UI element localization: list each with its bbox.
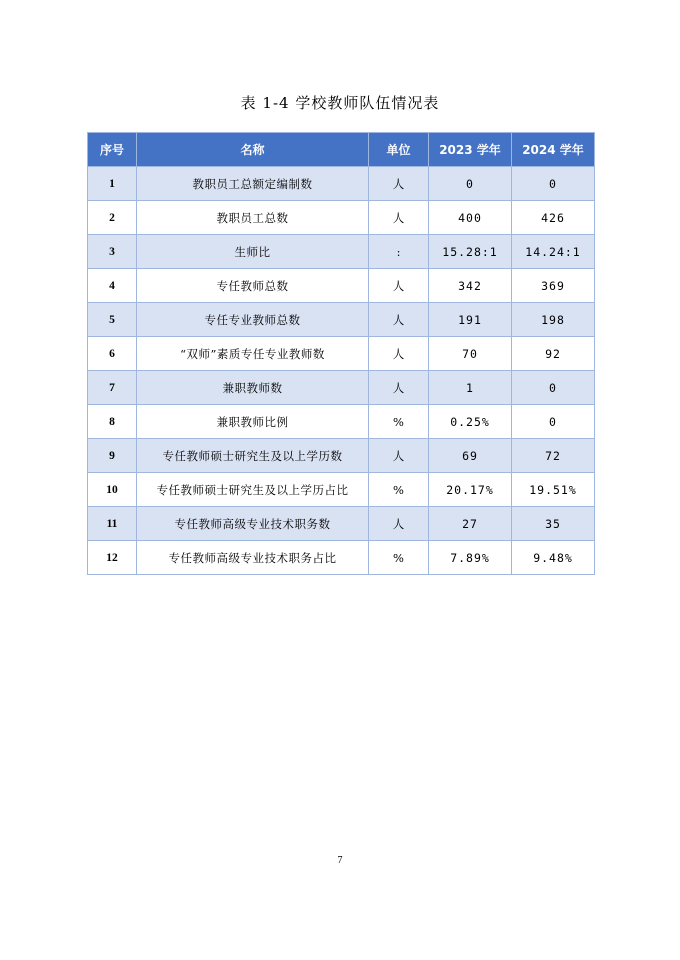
cell-2023: 0.25% xyxy=(429,405,512,439)
cell-name: 专任专业教师总数 xyxy=(137,303,369,337)
table-title: 表 1-4 学校教师队伍情况表 xyxy=(240,94,440,112)
cell-no: 8 xyxy=(88,405,137,439)
cell-2023: 342 xyxy=(429,269,512,303)
cell-name: 专任教师高级专业技术职务占比 xyxy=(137,541,369,575)
cell-no: 4 xyxy=(88,269,137,303)
table-row xyxy=(88,405,595,439)
table-row xyxy=(88,337,595,371)
cell-unit: % xyxy=(369,541,429,575)
cell-no: 6 xyxy=(88,337,137,371)
table-row xyxy=(88,541,595,575)
cell-name: 专任教师高级专业技术职务数 xyxy=(137,507,369,541)
cell-no: 1 xyxy=(88,167,137,201)
cell-2024: 72 xyxy=(512,439,595,473)
cell-2023: 15.28:1 xyxy=(429,235,512,269)
table-header-row xyxy=(88,133,595,167)
cell-2023: 1 xyxy=(429,371,512,405)
table-row xyxy=(88,439,595,473)
table-row xyxy=(88,473,595,507)
cell-2024: 0 xyxy=(512,371,595,405)
cell-2023: 0 xyxy=(429,167,512,201)
cell-2024: 35 xyxy=(512,507,595,541)
header-unit: 单位 xyxy=(369,133,429,167)
cell-unit: 人 xyxy=(369,439,429,473)
cell-2024: 92 xyxy=(512,337,595,371)
cell-unit: 人 xyxy=(369,371,429,405)
cell-unit: : xyxy=(369,235,429,269)
header-2024: 2024 学年 xyxy=(512,133,595,167)
table-row xyxy=(88,303,595,337)
cell-name: 专任教师硕士研究生及以上学历数 xyxy=(137,439,369,473)
table-row xyxy=(88,371,595,405)
cell-no: 3 xyxy=(88,235,137,269)
header-no: 序号 xyxy=(88,133,137,167)
cell-unit: 人 xyxy=(369,303,429,337)
table-row xyxy=(88,201,595,235)
cell-2024: 426 xyxy=(512,201,595,235)
cell-2024: 9.48% xyxy=(512,541,595,575)
cell-no: 11 xyxy=(88,507,137,541)
cell-2023: 20.17% xyxy=(429,473,512,507)
cell-2024: 0 xyxy=(512,405,595,439)
cell-2024: 0 xyxy=(512,167,595,201)
table-row xyxy=(88,167,595,201)
cell-no: 5 xyxy=(88,303,137,337)
cell-unit: 人 xyxy=(369,167,429,201)
cell-unit: 人 xyxy=(369,269,429,303)
cell-no: 9 xyxy=(88,439,137,473)
cell-no: 7 xyxy=(88,371,137,405)
cell-name: 教职员工总数 xyxy=(137,201,369,235)
cell-no: 2 xyxy=(88,201,137,235)
cell-unit: % xyxy=(369,473,429,507)
cell-2024: 19.51% xyxy=(512,473,595,507)
table-row xyxy=(88,269,595,303)
table-row xyxy=(88,235,595,269)
cell-2023: 27 xyxy=(429,507,512,541)
page-number: 7 xyxy=(337,855,343,866)
cell-2024: 369 xyxy=(512,269,595,303)
cell-unit: 人 xyxy=(369,201,429,235)
cell-name: 兼职教师比例 xyxy=(137,405,369,439)
cell-2024: 14.24:1 xyxy=(512,235,595,269)
cell-no: 12 xyxy=(88,541,137,575)
cell-name: 兼职教师数 xyxy=(137,371,369,405)
header-2023: 2023 学年 xyxy=(429,133,512,167)
cell-2024: 198 xyxy=(512,303,595,337)
cell-2023: 69 xyxy=(429,439,512,473)
cell-name: 专任教师总数 xyxy=(137,269,369,303)
cell-name: 生师比 xyxy=(137,235,369,269)
cell-unit: % xyxy=(369,405,429,439)
header-name: 名称 xyxy=(137,133,369,167)
cell-name: 专任教师硕士研究生及以上学历占比 xyxy=(137,473,369,507)
cell-2023: 7.89% xyxy=(429,541,512,575)
teacher-staff-table xyxy=(87,132,595,575)
cell-2023: 191 xyxy=(429,303,512,337)
cell-no: 10 xyxy=(88,473,137,507)
cell-2023: 70 xyxy=(429,337,512,371)
cell-name: “双师”素质专任专业教师数 xyxy=(137,337,369,371)
cell-unit: 人 xyxy=(369,337,429,371)
table-row xyxy=(88,507,595,541)
cell-name: 教职员工总额定编制数 xyxy=(137,167,369,201)
cell-unit: 人 xyxy=(369,507,429,541)
cell-2023: 400 xyxy=(429,201,512,235)
